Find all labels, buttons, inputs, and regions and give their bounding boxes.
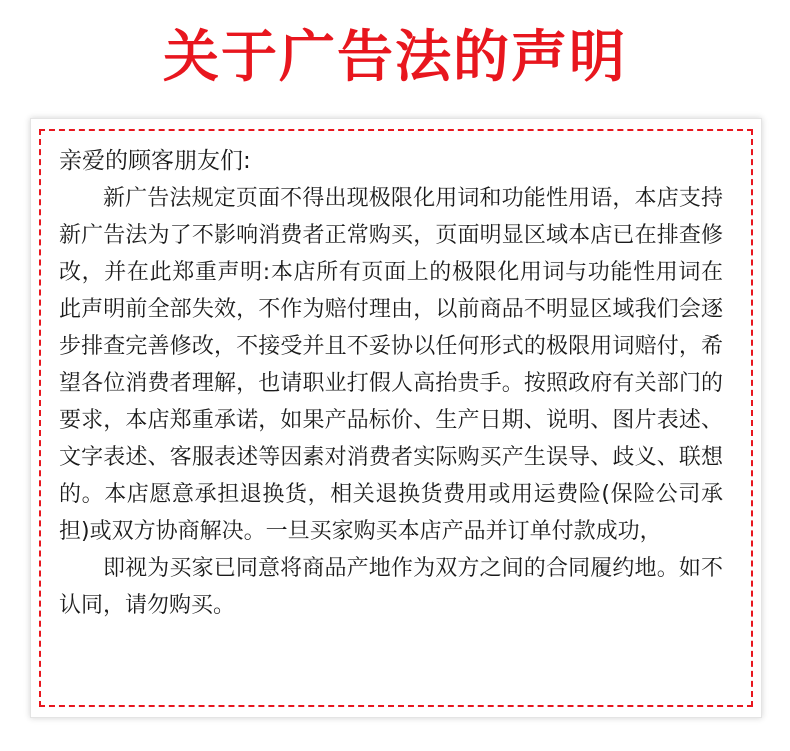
statement-body [59, 143, 723, 624]
page-title: 关于广告法的声明 [163, 25, 627, 90]
paragraph-1: 新广告法规定页面不得出现极限化用词和功能性用语，本店支持新广告法为了不影响消费者正常购买，页面明显区域本店已在排查修改，并在此郑重声明:本店所有页面上的极限化用词与功能性用词在此声明前全部失效，不作为赔付理由，以前商品不明显区域我们会逐步排查完善修改，不接受并且不妥协以任何形式的极限用词赔付，希望各位消费者理解，也请职业打假人高抬贵手。按照政府有关部门的要求，本店郑重承诺，如果产品标价、生产日期、说明、图片表述、文字表述、客服表述等因素对消费者实际购买产生误导、歧义、联想的。本店愿意承担退换货，相关退换货费用或用运费险(保险公司承担)或双方协商解决。一旦买家购买本店产品并订单付款成功， [59, 186, 723, 544]
salutation: 亲爱的顾客朋友们: [59, 148, 251, 174]
paragraph-2: 即视为买家已同意将商品产地作为双方之间的合同履约地。如不认同，请勿购买。 [59, 556, 723, 618]
statement-card [30, 118, 762, 718]
